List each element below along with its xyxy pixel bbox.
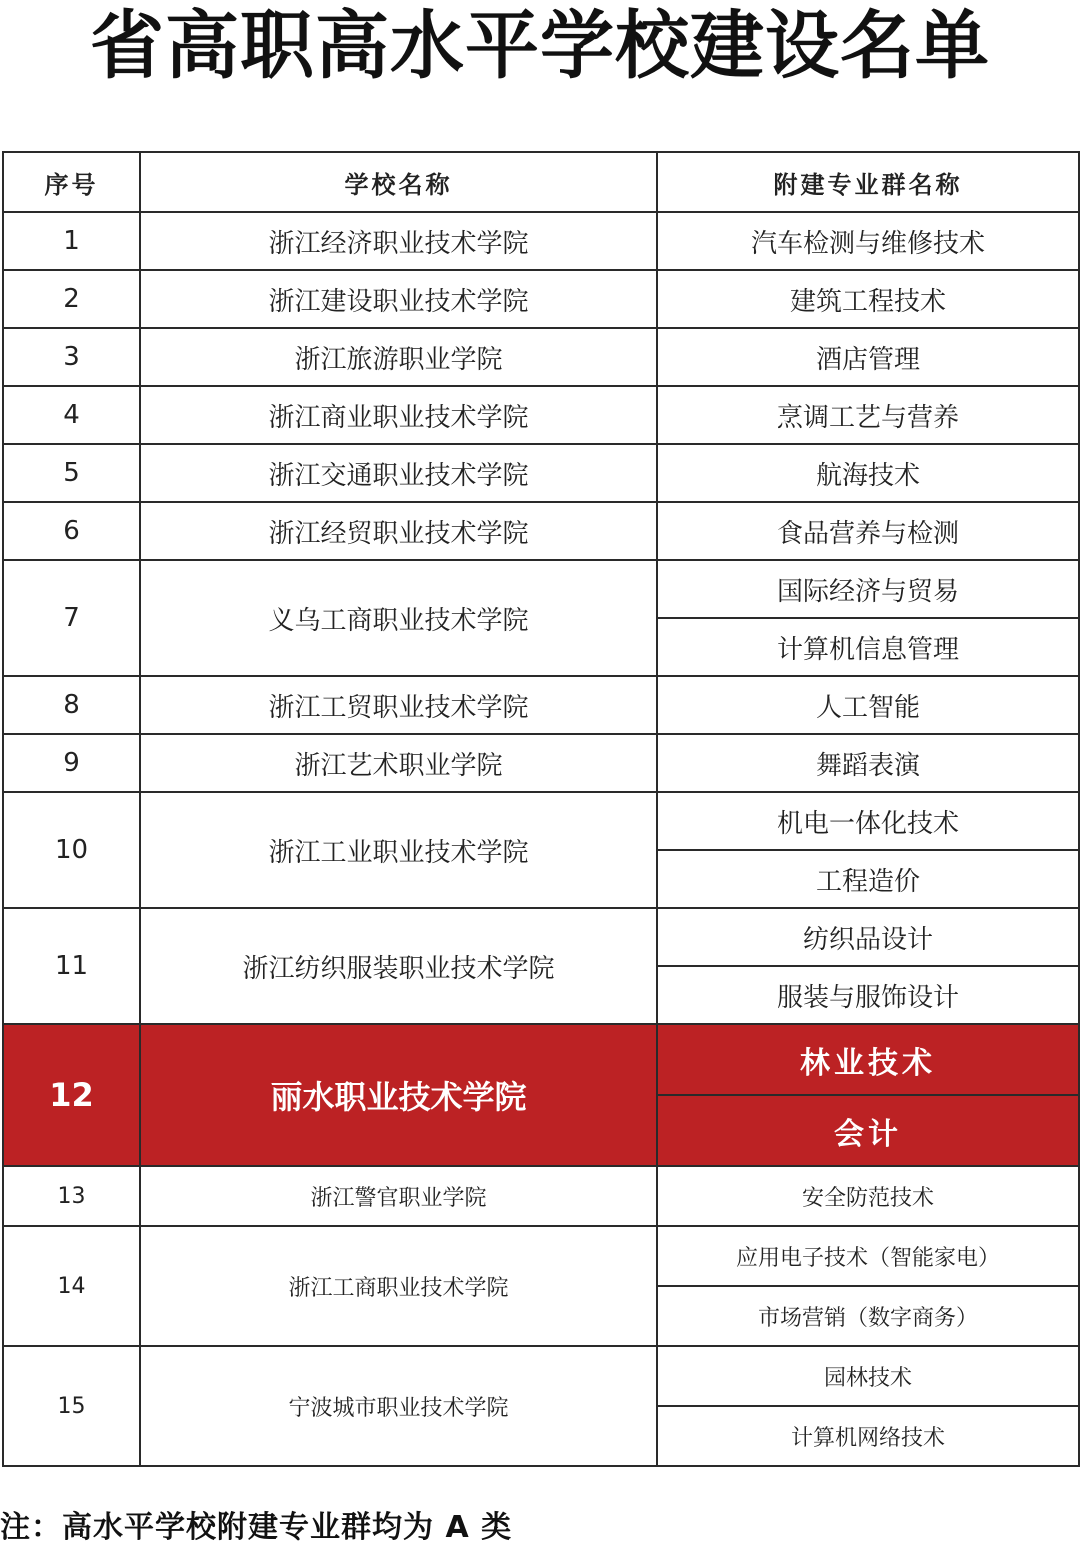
page-title: 省高职高水平学校建设名单 <box>90 3 990 89</box>
row-index: 10 <box>3 792 140 908</box>
header-index: 序号 <box>3 152 140 212</box>
major-group-name: 酒店管理 <box>657 328 1079 386</box>
row-index: 2 <box>3 270 140 328</box>
school-name: 浙江纺织服装职业技术学院 <box>140 908 657 1024</box>
major-group-name: 建筑工程技术 <box>657 270 1079 328</box>
table-row <box>3 270 1079 328</box>
table-row <box>3 386 1079 444</box>
row-index: 7 <box>3 560 140 676</box>
school-name: 浙江交通职业技术学院 <box>140 444 657 502</box>
row-index: 6 <box>3 502 140 560</box>
major-group-name: 人工智能 <box>657 676 1079 734</box>
table-row <box>3 328 1079 386</box>
major-group-name: 林业技术 <box>657 1024 1079 1095</box>
header-school: 学校名称 <box>140 152 657 212</box>
school-name: 义乌工商职业技术学院 <box>140 560 657 676</box>
major-group-name: 国际经济与贸易 <box>657 560 1079 618</box>
table-row <box>3 1346 1079 1406</box>
school-name: 浙江经贸职业技术学院 <box>140 502 657 560</box>
major-group-name: 纺织品设计 <box>657 908 1079 966</box>
footnote: 注：高水平学校附建专业群均为 A 类 <box>0 1510 513 1545</box>
major-group-name: 市场营销（数字商务） <box>657 1286 1079 1346</box>
school-name: 宁波城市职业技术学院 <box>140 1346 657 1466</box>
major-group-name: 食品营养与检测 <box>657 502 1079 560</box>
table-row <box>3 560 1079 618</box>
row-index: 9 <box>3 734 140 792</box>
table-row <box>3 502 1079 560</box>
school-name: 浙江工业职业技术学院 <box>140 792 657 908</box>
table-row <box>3 1226 1079 1286</box>
table-row <box>3 792 1079 850</box>
major-group-name: 工程造价 <box>657 850 1079 908</box>
major-group-name: 计算机信息管理 <box>657 618 1079 676</box>
row-index: 1 <box>3 212 140 270</box>
school-name: 浙江经济职业技术学院 <box>140 212 657 270</box>
school-name: 浙江商业职业技术学院 <box>140 386 657 444</box>
header-majors: 附建专业群名称 <box>657 152 1079 212</box>
table-header-row <box>3 152 1079 212</box>
major-group-name: 会计 <box>657 1095 1079 1166</box>
row-index: 14 <box>3 1226 140 1346</box>
table-row <box>3 734 1079 792</box>
school-name: 浙江建设职业技术学院 <box>140 270 657 328</box>
table-row <box>3 1024 1079 1095</box>
major-group-name: 安全防范技术 <box>657 1166 1079 1226</box>
table-row <box>3 1166 1079 1226</box>
row-index: 5 <box>3 444 140 502</box>
row-index: 12 <box>3 1024 140 1166</box>
table-row <box>3 212 1079 270</box>
major-group-name: 汽车检测与维修技术 <box>657 212 1079 270</box>
row-index: 13 <box>3 1166 140 1226</box>
major-group-name: 服装与服饰设计 <box>657 966 1079 1024</box>
major-group-name: 机电一体化技术 <box>657 792 1079 850</box>
row-index: 4 <box>3 386 140 444</box>
table-row <box>3 444 1079 502</box>
school-list-table <box>2 151 1080 1467</box>
school-name: 浙江旅游职业学院 <box>140 328 657 386</box>
major-group-name: 园林技术 <box>657 1346 1079 1406</box>
major-group-name: 应用电子技术（智能家电） <box>657 1226 1079 1286</box>
row-index: 8 <box>3 676 140 734</box>
school-name: 浙江工贸职业技术学院 <box>140 676 657 734</box>
row-index: 3 <box>3 328 140 386</box>
school-name: 丽水职业技术学院 <box>140 1024 657 1166</box>
major-group-name: 舞蹈表演 <box>657 734 1079 792</box>
table-row <box>3 908 1079 966</box>
school-name: 浙江艺术职业学院 <box>140 734 657 792</box>
table-row <box>3 676 1079 734</box>
school-name: 浙江工商职业技术学院 <box>140 1226 657 1346</box>
major-group-name: 航海技术 <box>657 444 1079 502</box>
major-group-name: 计算机网络技术 <box>657 1406 1079 1466</box>
school-name: 浙江警官职业学院 <box>140 1166 657 1226</box>
table-body <box>3 212 1079 1466</box>
major-group-name: 烹调工艺与营养 <box>657 386 1079 444</box>
row-index: 11 <box>3 908 140 1024</box>
row-index: 15 <box>3 1346 140 1466</box>
